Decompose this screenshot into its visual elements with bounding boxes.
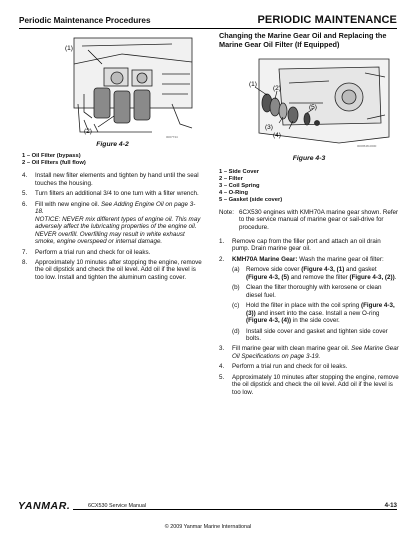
fig42-callout-2: (2) xyxy=(84,128,92,135)
notice-text: NOTICE: NEVER mix different types of engine oil. This may adversely affect the lubricating properties of the engine oil. NEVER overfill. Overfilling may result in white exhaust smoke, engine overspeed or internal damage. xyxy=(35,215,201,246)
header-section-title: Periodic Maintenance Procedures xyxy=(19,16,151,25)
fig43-code: 0009548-0000 xyxy=(357,144,377,149)
step-5 xyxy=(22,190,203,197)
step-8 xyxy=(22,259,203,281)
sub-step-text: Hold the filter in place with the coil spring xyxy=(246,302,361,310)
right-column xyxy=(219,32,399,399)
sub-step-text: and insert into the case. Install a new O-ring xyxy=(255,309,380,317)
step-7 xyxy=(22,249,203,256)
step-number: 5. xyxy=(22,190,28,198)
fig43-callout-2: (2) xyxy=(273,85,281,93)
yanmar-logo: YANMAR. xyxy=(18,500,73,512)
fig43-callout-5: (5) xyxy=(309,104,317,112)
figure-ref: (Figure 4-3, (4)) xyxy=(246,317,292,325)
figure-4-2-title: Figure 4-2 xyxy=(96,141,129,148)
step-number: 5. xyxy=(219,373,225,381)
section-title: Changing the Marine Gear Oil and Replacing the Marine Gear Oil Filter (If Equipped) xyxy=(219,31,387,49)
fig43-callout-4: (4) xyxy=(273,132,281,140)
step-text: Approximately 10 minutes after stopping the engine, remove the oil dipstick and check the oil level. Add oil if the level is too low. Install and tighten the aluminum casting cover. xyxy=(35,258,202,281)
figure-ref: (Figure 4-3, (2)) xyxy=(349,273,395,281)
gear-step-4 xyxy=(219,363,399,370)
note-block xyxy=(219,209,399,231)
note-label: Note: xyxy=(219,208,234,216)
figure-4-3 xyxy=(219,53,399,151)
sub-step-label: (c) xyxy=(232,302,240,310)
page-header xyxy=(19,10,397,29)
figure-4-2-legend xyxy=(22,153,203,167)
figure-4-3-legend xyxy=(219,169,399,204)
legend-item: 1 – Side Cover xyxy=(219,168,259,175)
gear-step-2 xyxy=(219,256,399,343)
fig42-callout-1: (1) xyxy=(65,45,73,52)
step-text: Remove cap from the filler port and attach an oil drain pump. Drain marine gear oil. xyxy=(232,238,381,253)
step-6 xyxy=(22,201,203,246)
step-text: Install new filter elements and tighten by hand until the seal touches the housing. xyxy=(35,172,199,187)
step-number: 6. xyxy=(22,200,28,208)
step-text: Fill with new engine oil. xyxy=(35,200,102,208)
step-text: Turn filters an additional 3/4 to one turn with a filter wrench. xyxy=(35,190,199,198)
gear-step-1 xyxy=(219,238,399,253)
marine-gear-filter-illustration xyxy=(219,53,399,151)
legend-item: 3 – Coil Spring xyxy=(219,182,260,189)
sub-step-label: (a) xyxy=(232,266,240,274)
figure-4-3-title: Figure 4-3 xyxy=(292,155,326,163)
sub-step-label: (b) xyxy=(232,284,240,292)
step-number: 4. xyxy=(219,363,225,371)
sub-step-a xyxy=(232,266,399,281)
sub-step-text: in the side cover. xyxy=(291,317,340,325)
figure-ref: (Figure 4-3, (3)) xyxy=(246,302,395,317)
manual-title: 6CX530 Service Manual xyxy=(88,503,147,509)
fig42-code: 0007734 xyxy=(166,135,178,139)
sub-steps xyxy=(232,266,399,342)
oil-filter-illustration xyxy=(22,34,203,140)
sub-step-text: Remove side cover xyxy=(246,266,302,274)
step-number: 7. xyxy=(22,248,28,256)
step-4 xyxy=(22,172,203,187)
cross-reference-link[interactable]: See Marine Gear Oil Specifications on page 3-19. xyxy=(232,345,399,360)
legend-item: 4 – O-Ring xyxy=(219,189,248,196)
step-text: Wash the marine gear oil filter: xyxy=(297,255,384,263)
cross-reference-link[interactable]: See Adding Engine Oil on page 3-18. xyxy=(35,200,196,216)
step-number: 1. xyxy=(219,238,225,245)
legend-item: 2 – Filter xyxy=(219,175,243,182)
step-number: 8. xyxy=(22,258,28,266)
step-text: Perform a trial run and check for oil leaks. xyxy=(35,248,151,256)
legend-item: 2 – Oil Filters (full flow) xyxy=(22,160,86,167)
sub-step-text: Install side cover and gasket and tighten side cover bolts. xyxy=(246,327,388,342)
legend-item: 5 – Gasket (side cover) xyxy=(219,196,283,203)
sub-step-label: (d) xyxy=(232,327,240,335)
figure-4-2 xyxy=(22,34,203,140)
page-number: 4-13 xyxy=(384,502,397,509)
step-number: 3. xyxy=(219,345,225,353)
figure-ref: (Figure 4-3, (5) xyxy=(246,273,290,281)
step-text: Approximately 10 minutes after stopping the engine, remove the oil dipstick and check the oil level. Add oil if the level is too low. xyxy=(232,373,399,396)
fig43-callout-3: (3) xyxy=(265,124,273,132)
header-chapter-title: PERIODIC MAINTENANCE xyxy=(257,14,397,26)
fig43-callout-1: (1) xyxy=(249,81,257,89)
page-footer-rule xyxy=(19,509,397,519)
note-text: 6CX530 engines with KMH70A marine gear shown. Refer to the service manual of marine gear or sail-drive for procedure. xyxy=(239,208,399,231)
sub-step-text: Clean the filter thoroughly with kerosene or clean diesel fuel. xyxy=(246,284,382,299)
gear-step-3 xyxy=(219,345,399,360)
left-steps xyxy=(22,172,203,281)
step-bold-lead: KMH70A Marine Gear: xyxy=(232,255,298,263)
gear-step-5 xyxy=(219,374,399,396)
legend-item: 1 – Oil Filter (bypass) xyxy=(22,153,81,160)
step-text: Fill marine gear with clean marine gear oil. xyxy=(232,345,352,353)
left-column xyxy=(22,34,203,284)
sub-step-text: . xyxy=(394,273,397,281)
sub-step-text: and gasket xyxy=(344,266,377,274)
sub-step-b xyxy=(232,284,399,299)
figure-ref: (Figure 4-3, (1) xyxy=(301,266,345,274)
step-number: 2. xyxy=(219,255,225,263)
sub-step-d xyxy=(232,328,399,343)
copyright: © 2009 Yanmar Marine International xyxy=(164,524,252,530)
sub-step-text: and remove the filter xyxy=(289,273,350,281)
step-text: Perform a trial run and check for oil leaks. xyxy=(232,363,348,371)
sub-step-c xyxy=(232,302,399,324)
step-number: 4. xyxy=(22,172,28,180)
